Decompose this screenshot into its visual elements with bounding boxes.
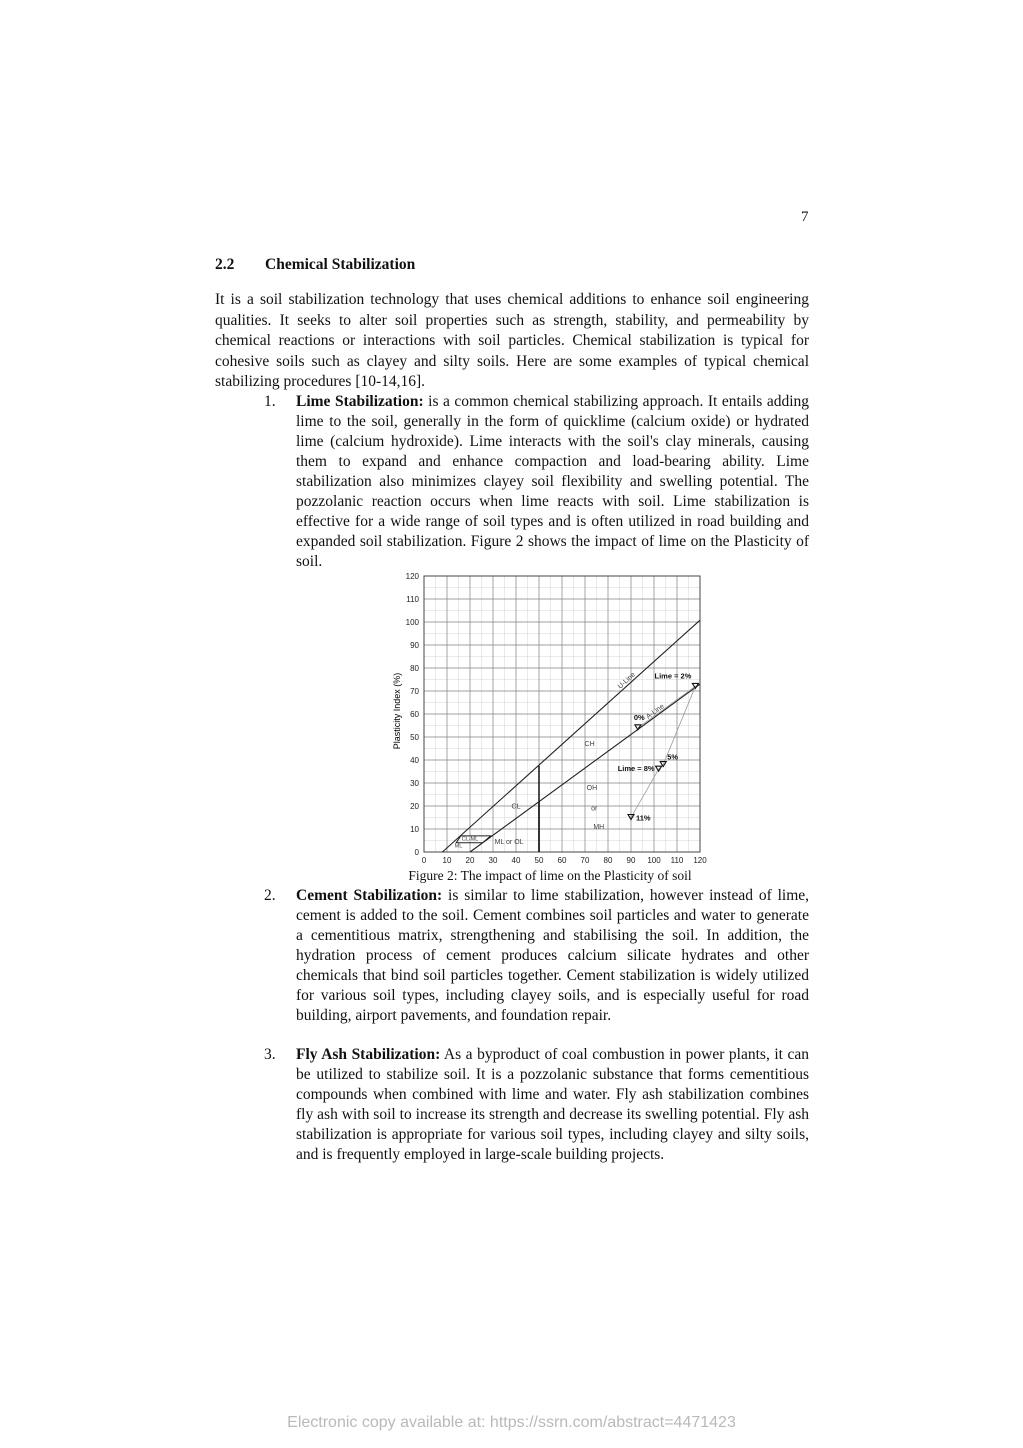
y-tick-label: 40 bbox=[410, 756, 419, 765]
section-number: 2.2 bbox=[215, 256, 235, 273]
chart-ticks bbox=[406, 572, 708, 865]
list-marker: 2. bbox=[264, 887, 276, 904]
section-title: Chemical Stabilization bbox=[265, 256, 416, 273]
point-label: 0% bbox=[633, 712, 645, 722]
x-tick-label: 10 bbox=[442, 856, 452, 865]
point-label: 5% bbox=[667, 752, 679, 762]
y-axis-label: Plasticity Index (%) bbox=[392, 672, 402, 750]
plasticity-chart bbox=[380, 568, 720, 870]
intro-paragraph: It is a soil stabilization technology that uses chemical additions to enhance soil engineering qualities. It seeks to alter soil properties such as strength, stability, and permeability by chemical reactions or interactions with soil particles. Chemical stabilization is typical for cohesive soils such as clayey and silty soils. Here are some examples of typical chemical stabilizing procedures [10-14,16]. bbox=[215, 291, 809, 390]
chart-line bbox=[442, 620, 700, 852]
y-tick-label: 90 bbox=[410, 641, 419, 650]
page-number: 7 bbox=[801, 209, 809, 225]
x-tick-label: 70 bbox=[580, 856, 590, 865]
point-label: 11% bbox=[636, 813, 651, 823]
region-label: OH bbox=[586, 784, 598, 792]
region-label: CH bbox=[584, 741, 595, 749]
list-item-text: is similar to lime stabilization, however instead of lime, cement is added to the soil. Cement combines soil particles and water to generate a cementitious matrix, strengthening and stabilising the soil. In addition, the hydration process of cement produces calcium silicate hydrates and other chemicals that bind soil particles together. Cement stabilization is widely utilized for various soil types, including clayey soils, and is especially useful for road building, airport pavements, and foundation repair. bbox=[296, 887, 809, 1024]
x-tick-label: 40 bbox=[511, 856, 521, 865]
chart-lines bbox=[442, 620, 700, 852]
list-item bbox=[264, 1045, 809, 1165]
chart-region-labels bbox=[455, 741, 605, 849]
x-tick-label: 80 bbox=[603, 856, 613, 865]
list-item-text: As a byproduct of coal combustion in power plants, it can be utilized to stabilize soil. It is a pozzolanic substance that forms cementitious compounds when combined with lime and water. Fly ash stabilization combines fly ash with soil to increase its strength and decrease its swelling potential. Fly ash stabilization is appropriate for various soil types, including clayey and silty soils, and is frequently employed in large-scale building projects. bbox=[296, 1046, 809, 1163]
x-tick-label: 60 bbox=[557, 856, 567, 865]
y-tick-label: 100 bbox=[405, 618, 419, 627]
list-marker: 1. bbox=[264, 393, 276, 410]
y-tick-label: 70 bbox=[410, 687, 419, 696]
line-label: A-Line bbox=[645, 702, 666, 721]
line-label: U-Line bbox=[616, 671, 637, 691]
point-label: Lime = 8% bbox=[617, 764, 655, 774]
y-tick-label: 30 bbox=[410, 779, 419, 788]
y-tick-label: 10 bbox=[410, 825, 419, 834]
x-tick-label: 30 bbox=[488, 856, 498, 865]
x-tick-label: 0 bbox=[421, 856, 427, 865]
section-heading bbox=[215, 256, 415, 274]
list-item-title: Cement Stabilization: bbox=[296, 887, 443, 904]
y-tick-label: 20 bbox=[410, 802, 419, 811]
region-label: ML bbox=[454, 843, 463, 850]
region-label: MH bbox=[593, 824, 605, 831]
x-tick-label: 50 bbox=[534, 856, 544, 865]
list-item-title: Fly Ash Stabilization: bbox=[296, 1046, 441, 1063]
x-tick-label: 20 bbox=[465, 856, 475, 865]
y-tick-label: 50 bbox=[410, 733, 419, 742]
y-tick-label: 0 bbox=[414, 848, 419, 857]
y-tick-label: 120 bbox=[405, 572, 419, 581]
chart-svg bbox=[380, 568, 720, 870]
list-marker: 3. bbox=[264, 1046, 276, 1063]
y-tick-label: 60 bbox=[410, 710, 419, 719]
region-label: CL bbox=[511, 803, 521, 811]
y-tick-label: 80 bbox=[410, 664, 419, 673]
list-item bbox=[264, 392, 810, 572]
region-label: ML or OL bbox=[494, 838, 524, 846]
x-tick-label: 90 bbox=[626, 856, 636, 865]
x-tick-label: 110 bbox=[670, 856, 684, 865]
point-label: Lime = 2% bbox=[654, 671, 692, 681]
x-tick-label: 120 bbox=[693, 856, 707, 865]
y-tick-label: 110 bbox=[406, 595, 419, 604]
region-label: or bbox=[591, 805, 598, 813]
list-item-title: Lime Stabilization: bbox=[296, 393, 424, 410]
footer-link[interactable]: Electronic copy available at: https://ssrn.com/abstract=4471423 bbox=[287, 1414, 736, 1431]
list-item bbox=[264, 886, 809, 1026]
region-label: CL-ML bbox=[461, 836, 479, 843]
list-item-text: is a common chemical stabilizing approach. It entails adding lime to the soil, generally in the form of quicklime (calcium oxide) or hydrated lime (calcium hydroxide). Lime interacts with the soil's clay minerals, causing them to expand and enhance compaction and load-bearing ability. Lime stabilization also minimizes clayey soil flexibility and swelling potential. The pozzolanic reaction occurs when lime reacts with soil. Lime stabilization is effective for a wide range of soil types and is often utilized in road building and expanded soil stabilization. Figure 2 shows the impact of lime on the Plasticity of soil. bbox=[296, 393, 810, 570]
figure-caption: Figure 2: The impact of lime on the Plasticity of soil bbox=[408, 868, 692, 883]
x-tick-label: 100 bbox=[647, 856, 661, 865]
